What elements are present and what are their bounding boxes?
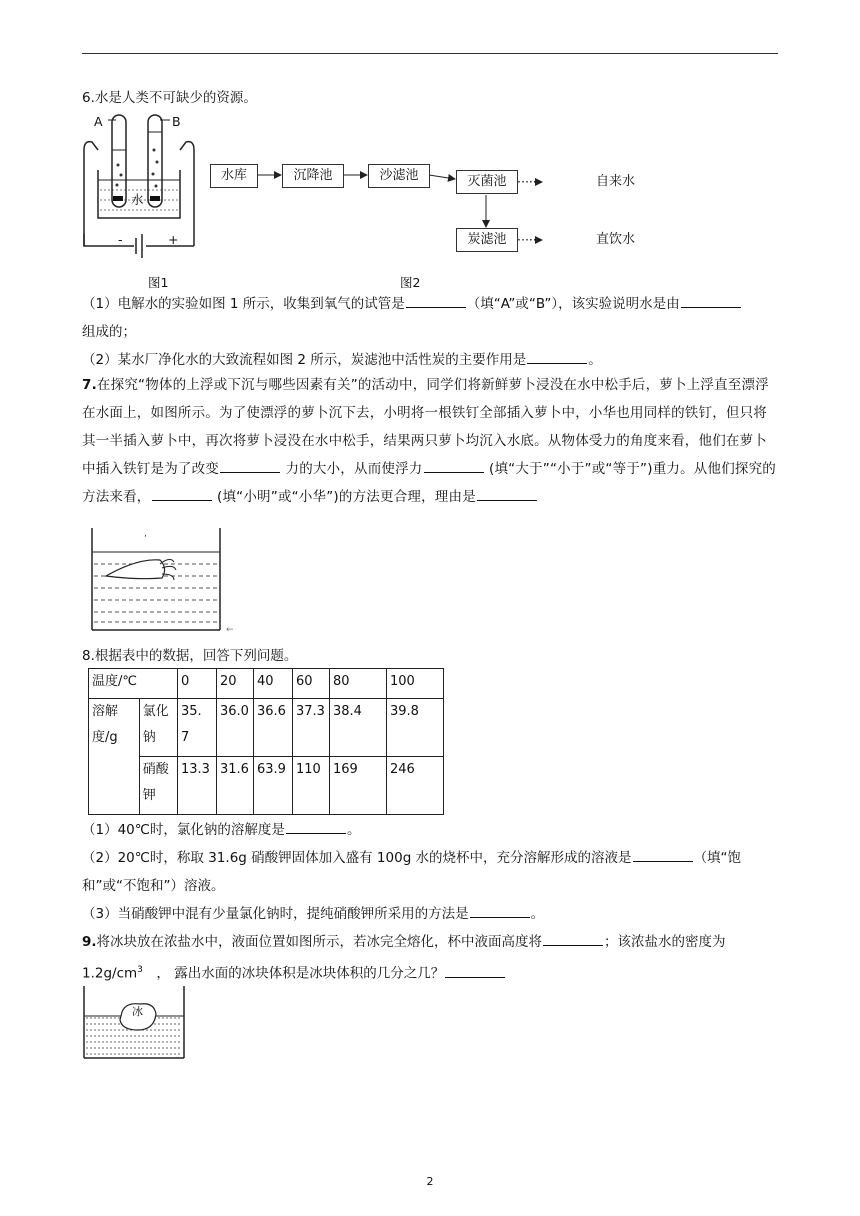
flow-output-drinking-water: 直饮水	[596, 232, 636, 247]
q9-blank-2[interactable]	[445, 963, 505, 978]
q6-title: 6.水是人类不可缺少的资源。	[82, 90, 257, 106]
table-cell: 37.3	[293, 699, 330, 757]
table-cell: 31.6	[217, 757, 254, 815]
ice-label: 冰	[132, 1005, 143, 1018]
fig1-plus: +	[168, 232, 179, 247]
table-temp-cell: 80	[330, 669, 387, 699]
table-cell: 38.4	[330, 699, 387, 757]
header-rule	[82, 53, 778, 54]
table-cell: 36.6	[254, 699, 293, 757]
flow-arrows	[200, 160, 560, 260]
fig1-water-label: 水	[131, 192, 144, 207]
q7-blank-3[interactable]	[152, 486, 212, 501]
table-row-name-kno3: 硝酸钾	[139, 757, 177, 815]
table-cell: 63.9	[254, 757, 293, 815]
q9-blank-1[interactable]	[543, 931, 603, 946]
q8-blank-3[interactable]	[470, 903, 530, 918]
table-cell: 36.0	[217, 699, 254, 757]
flow-box-sand-filter: 沙滤池	[368, 164, 430, 188]
fig1-label-b: B	[172, 114, 181, 129]
q9-text: 9.将冰块放在浓盐水中，液面位置如图所示，若冰完全熔化，杯中液面高度将 ；该浓盐水的密度为 $1.2g/cm^3$ ， 露出水面的冰块体积是冰块体积的几分之几？	[82, 928, 782, 988]
svg-text:←: ←	[226, 625, 234, 635]
q7-blank-2[interactable]	[424, 458, 484, 473]
q8-part1: （1）40℃时，氯化钠的溶解度是 。	[82, 816, 782, 844]
table-header-solubility: 溶解度/g	[89, 699, 140, 815]
table-row-name-nacl: 氯化钠	[139, 699, 177, 757]
fig1-label-a: A	[94, 114, 103, 129]
q7-text: 7.在探究“物体的上浮或下沉与哪些因素有关”的活动中，同学们将新鲜萝卜浸没在水中松手后，萝卜上浮直至漂浮在水面上，如图所示。为了使漂浮的萝卜沉下去，小明将一根铁钉全部插入萝卜中，小华也用同样的铁钉，但只将其一半插入萝卜中，再次将萝卜浸没在水中松手，结果两只萝卜均沉入水底。从物体受力的角度来看，他们在萝卜中插入铁钉是为了改变 力的大小，从而使浮力 (填“大于”“小于”或“等于”)重力。从他们探究的方法来看， (填“小明”或“小华”)的方法更合理，理由是	[82, 377, 776, 505]
fig1-caption: 图1	[148, 275, 169, 290]
flow-box-reservoir: 水库	[210, 164, 258, 188]
q8-blank-1[interactable]	[286, 819, 346, 834]
table-cell: 169	[330, 757, 387, 815]
table-temp-cell: 20	[217, 669, 254, 699]
table-cell: 110	[293, 757, 330, 815]
q6-blank-1[interactable]	[406, 293, 466, 308]
flow-box-settling: 沉降池	[282, 164, 344, 188]
q8-blank-2[interactable]	[633, 847, 693, 862]
table-temp-cell: 40	[254, 669, 293, 699]
q6-blank-3[interactable]	[527, 349, 587, 364]
figure-radish-beaker	[88, 524, 238, 636]
flow-dots-1: ······	[517, 174, 541, 189]
q6-blank-2[interactable]	[681, 293, 741, 308]
solubility-table	[88, 668, 444, 815]
table-temp-cell: 0	[178, 669, 217, 699]
flow-output-tap-water: 自来水	[596, 174, 636, 189]
flow-box-sterilize: 灭菌池	[456, 170, 518, 194]
q6-part1: （1）电解水的实验如图 1 所示，收集到氧气的试管是 （填“A”或“B”），该实验说明水是由 组成的；	[82, 290, 782, 346]
q6-part2: （2）某水厂净化水的大致流程如图 2 所示，炭滤池中活性炭的主要作用是 。	[82, 346, 782, 374]
table-cell: 39.8	[387, 699, 444, 757]
table-cell: 246	[387, 757, 444, 815]
table-temp-cell: 60	[293, 669, 330, 699]
q8-title: 8.根据表中的数据，回答下列问题。	[82, 648, 298, 664]
table-cell: 13.3	[178, 757, 217, 815]
fig1-minus: -	[118, 232, 123, 247]
page-number: 2	[426, 1175, 434, 1188]
q7-blank-4[interactable]	[477, 486, 537, 501]
table-cell: 35. 7	[178, 699, 217, 757]
fig2-caption: 图2	[400, 275, 421, 290]
svg-text:,: ,	[144, 529, 147, 539]
flow-dots-2: ······	[517, 232, 541, 247]
table-temp-cell: 100	[387, 669, 444, 699]
figure-ice-beaker	[82, 986, 186, 1062]
flow-box-carbon-filter: 炭滤池	[456, 228, 518, 252]
q8-part3: （3）当硝酸钾中混有少量氯化钠时，提纯硝酸钾所采用的方法是 。	[82, 900, 782, 928]
q8-part2: （2）20℃时，称取 31.6g 硝酸钾固体加入盛有 100g 水的烧杯中，充分溶解形成的溶液是 （填“饱和”或“不饱和”）溶液。	[82, 844, 782, 900]
q7-blank-1[interactable]	[220, 458, 280, 473]
table-header-temp: 温度/℃	[89, 669, 178, 699]
